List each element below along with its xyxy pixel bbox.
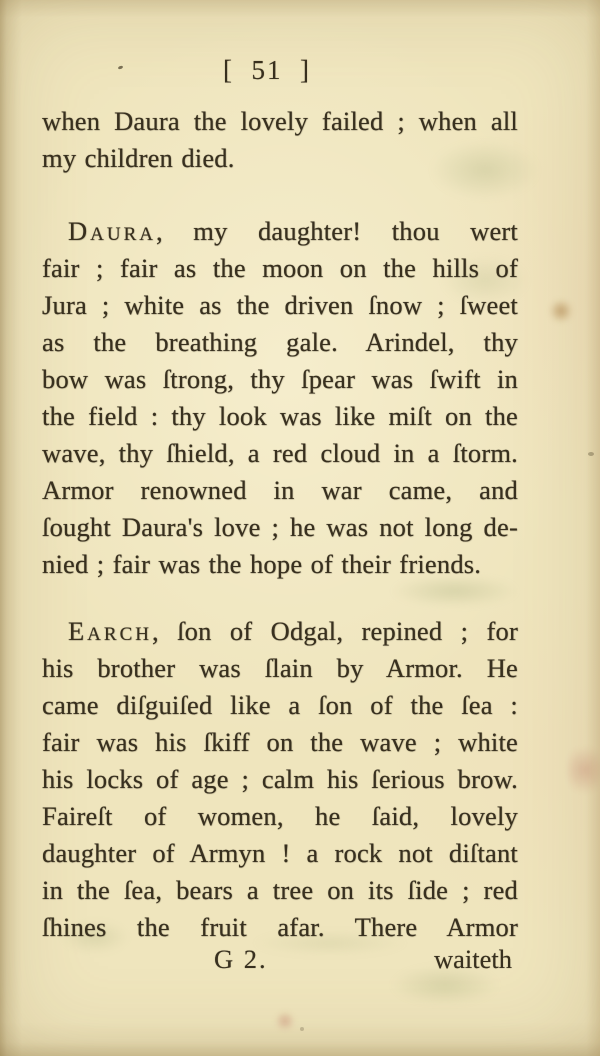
text-line: came diſguiſed like a ſon of the ſea : — [42, 690, 518, 720]
paragraph — [42, 613, 518, 946]
small-caps-lead: Daura — [68, 216, 156, 246]
paper-stain — [568, 740, 600, 800]
text-line: ſought Daura's love ; he was not long de- — [42, 512, 518, 542]
text-block — [42, 103, 518, 946]
text-line: my children died. — [42, 143, 235, 173]
paragraph — [42, 103, 518, 177]
text-line: wave, thy ſhield, a red cloud in a ſtorm. — [42, 438, 518, 468]
text-line: ſhines the fruit afar. There Armor — [42, 912, 518, 942]
text-line: fair ; fair as the moon on the hills of — [42, 253, 518, 283]
text-line: his locks of age ; calm his ſerious brow. — [42, 764, 518, 794]
catchword: waiteth — [434, 944, 512, 974]
text-line: the field : thy look was like miſt on the — [42, 401, 518, 431]
text-line: bow was ſtrong, thy ſpear was ſwift in — [42, 364, 518, 394]
text-line: Faireſt of women, he ſaid, lovely — [42, 801, 518, 831]
paper-stain — [274, 1012, 296, 1030]
ink-speck — [300, 1027, 304, 1031]
line-text: , ſon of Odgal, repined ; for — [151, 616, 518, 646]
text-line: in the ſea, bears a tree on its ſide ; red — [42, 875, 518, 905]
page-number: [ 51 ] — [223, 55, 311, 85]
text-line: nied ; fair was the hope of their friends. — [42, 549, 482, 579]
text-line — [42, 613, 518, 650]
text-line: Jura ; white as the driven ſnow ; ſweet — [42, 290, 518, 320]
paragraph — [42, 213, 518, 583]
ink-speck — [588, 452, 594, 456]
text-line: when Daura the lovely failed ; when all — [42, 106, 518, 136]
text-line: daughter of Armyn ! a rock not diſtant — [42, 838, 518, 868]
line-text: , my daughter! thou wert — [155, 216, 518, 246]
text-line: Armor renowned in war came, and — [42, 475, 518, 505]
text-line — [42, 213, 518, 250]
text-line: as the breathing gale. Arindel, thy — [42, 327, 518, 357]
text-line: his brother was ſlain by Armor. He — [42, 653, 518, 683]
signature-mark: G 2. — [214, 944, 268, 974]
paper-stain — [548, 300, 574, 322]
text-line: fair was his ſkiff on the wave ; white — [42, 727, 518, 757]
page-footer — [42, 941, 518, 979]
small-caps-lead: Earch — [68, 616, 152, 646]
